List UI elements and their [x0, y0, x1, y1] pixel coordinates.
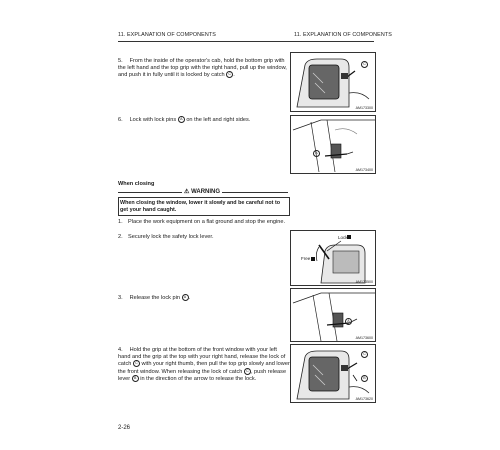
step-4 [118, 347, 290, 383]
figure-callout-a: A [345, 318, 352, 325]
section-heading: When closing [118, 181, 155, 187]
step-text: , push release lever [118, 368, 287, 383]
step-3 [118, 294, 288, 302]
figure-window-catch [290, 52, 376, 112]
figure-code: AM173400 [355, 168, 373, 172]
step-text: Release the lock pin [129, 294, 182, 301]
step-number: 6. [118, 116, 123, 123]
figure-lock-pin [290, 115, 376, 174]
callout-c: C [133, 360, 140, 367]
figure-code: AM173600 [355, 336, 373, 340]
step-5 [118, 58, 288, 79]
figure-release-pin [290, 288, 376, 342]
warning-label: WARNING [191, 189, 221, 195]
figure-catch-release [290, 344, 376, 403]
callout-b: B [132, 375, 139, 382]
step-number: 4. [118, 347, 123, 353]
figure-callout-b: B [361, 375, 368, 382]
step-text: . [188, 294, 191, 301]
step-number: 2. [118, 234, 123, 240]
figure-safety-lever [290, 230, 376, 286]
illustration-lock-pin [291, 116, 375, 173]
page-number: 2-26 [118, 425, 131, 431]
figure-code: AM173620 [355, 397, 373, 401]
figure-callout-c: C [361, 351, 368, 358]
figure-callout-a: A [313, 150, 320, 157]
figure-callout-c: C [361, 61, 368, 68]
figure-label-free: Free [301, 256, 311, 261]
running-header-right: 11. EXPLANATION OF COMPONENTS [294, 32, 392, 38]
step-text: Lock with lock pins [129, 116, 178, 123]
warning-header [118, 188, 288, 196]
step-text: in the direction of the arrow to release the lock. [138, 376, 257, 383]
callout-a: A [178, 116, 185, 123]
header-rule [118, 41, 374, 42]
step-text: Securely lock the safety lock lever. [128, 234, 214, 240]
step-number: 1. [118, 219, 123, 225]
running-header-left: 11. EXPLANATION OF COMPONENTS [118, 32, 216, 38]
figure-code: AM173500 [355, 280, 373, 284]
step-text: on the left and right sides. [184, 116, 251, 123]
figure-label-lock: Lock [338, 235, 348, 240]
step-6 [118, 116, 288, 124]
step-text: Place the work equipment on a flat ground and stop the engine. [128, 219, 286, 225]
step-1 [118, 219, 288, 226]
callout-a: A [182, 294, 189, 301]
step-text: Hold the grip at the bottom of the front window with your left hand and the grip at the top with your right hand, release the lock of catch [118, 347, 286, 368]
figure-code: AM173300 [355, 106, 373, 110]
step-text: . [233, 72, 235, 79]
illustration-release-pin [291, 289, 375, 341]
step-text: with your right thumb, then pull the top grip slowly and lower the front window. When releasing the lock of catch [118, 361, 290, 375]
step-2 [118, 234, 288, 241]
warning-text: When closing the window, lower it slowly and be careful not to get your hand caught. [118, 197, 290, 216]
callout-c: C [244, 368, 251, 375]
step-number: 5. [118, 58, 123, 64]
step-number: 3. [118, 294, 123, 301]
callout-c: C [226, 71, 233, 78]
step-text: From the inside of the operator's cab, hold the bottom grip with the left hand and the top grip with the right hand, pull up the window, and push it in fully until it is locked by catch [118, 58, 287, 79]
warning-triangle-icon: ⚠ [184, 189, 190, 195]
